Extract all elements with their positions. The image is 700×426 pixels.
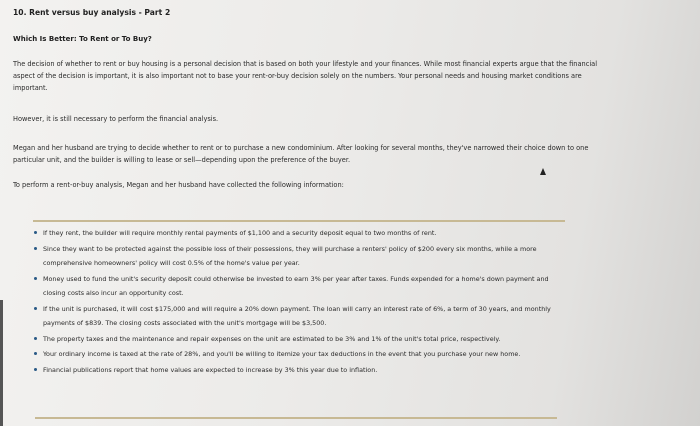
mouse-cursor-icon [540, 168, 546, 175]
bullet-icon [34, 352, 37, 355]
bullet-icon [34, 368, 37, 371]
list-item: Since they want to be protected against the possible loss of their possessions, they will purchase a renters' policy of $200 every six months, while a more comprehensive homeowners' policy will cost 0.5% of the home's value per year. [30, 242, 570, 271]
bullet-icon [34, 247, 37, 250]
info-list [30, 226, 570, 378]
bullet-icon [34, 307, 37, 310]
list-item: Money used to fund the unit's security deposit could otherwise be invested to earn 3% per year after taxes. Funds expended for a home's down payment and closing costs also incur an opportunity cost. [30, 272, 570, 301]
divider-top [33, 220, 565, 222]
info-intro-paragraph: To perform a rent-or-buy analysis, Megan and her husband have collected the following information: [13, 181, 344, 189]
page-title: 10. Rent versus buy analysis - Part 2 [13, 8, 171, 17]
list-item: The property taxes and the maintenance and repair expenses on the unit are estimated to be 3% and 1% of the unit's total price, respectively. [30, 332, 570, 347]
list-item: Your ordinary income is taxed at the rate of 28%, and you'll be willing to itemize your tax deductions in the event that you purchase your new home. [30, 347, 570, 362]
list-item: If they rent, the builder will require monthly rental payments of $1,100 and a security deposit equal to two months of rent. [30, 226, 570, 241]
bullet-icon [34, 231, 37, 234]
scenario-paragraph: Megan and her husband are trying to decide whether to rent or to purchase a new condominium. After looking for several months, they've narrowed their choice down to one particular unit, and the builder is willing to lease or sell—depending upon the preference of the buyer. [13, 144, 589, 164]
analysis-paragraph: However, it is still necessary to perform the financial analysis. [13, 115, 219, 123]
intro-paragraph: The decision of whether to rent or buy housing is a personal decision that is based on both your lifestyle and your finances. While most financial experts argue that the financial aspect of the decision is important, it is also important not to base your rent-or-buy decision solely on the numbers. Your personal needs and housing market conditions are important. [13, 60, 598, 92]
section-heading: Which Is Better: To Rent or To Buy? [13, 35, 152, 43]
divider-bottom [35, 417, 557, 419]
bullet-icon [34, 277, 37, 280]
screen-edge [0, 300, 3, 426]
list-item: Financial publications report that home values are expected to increase by 3% this year due to inflation. [30, 363, 570, 378]
bullet-icon [34, 337, 37, 340]
list-item: If the unit is purchased, it will cost $175,000 and will require a 20% down payment. The loan will carry an interest rate of 6%, a term of 30 years, and monthly payments of $839. The closing costs associated with the unit's mortgage will be $3,500. [30, 302, 570, 331]
